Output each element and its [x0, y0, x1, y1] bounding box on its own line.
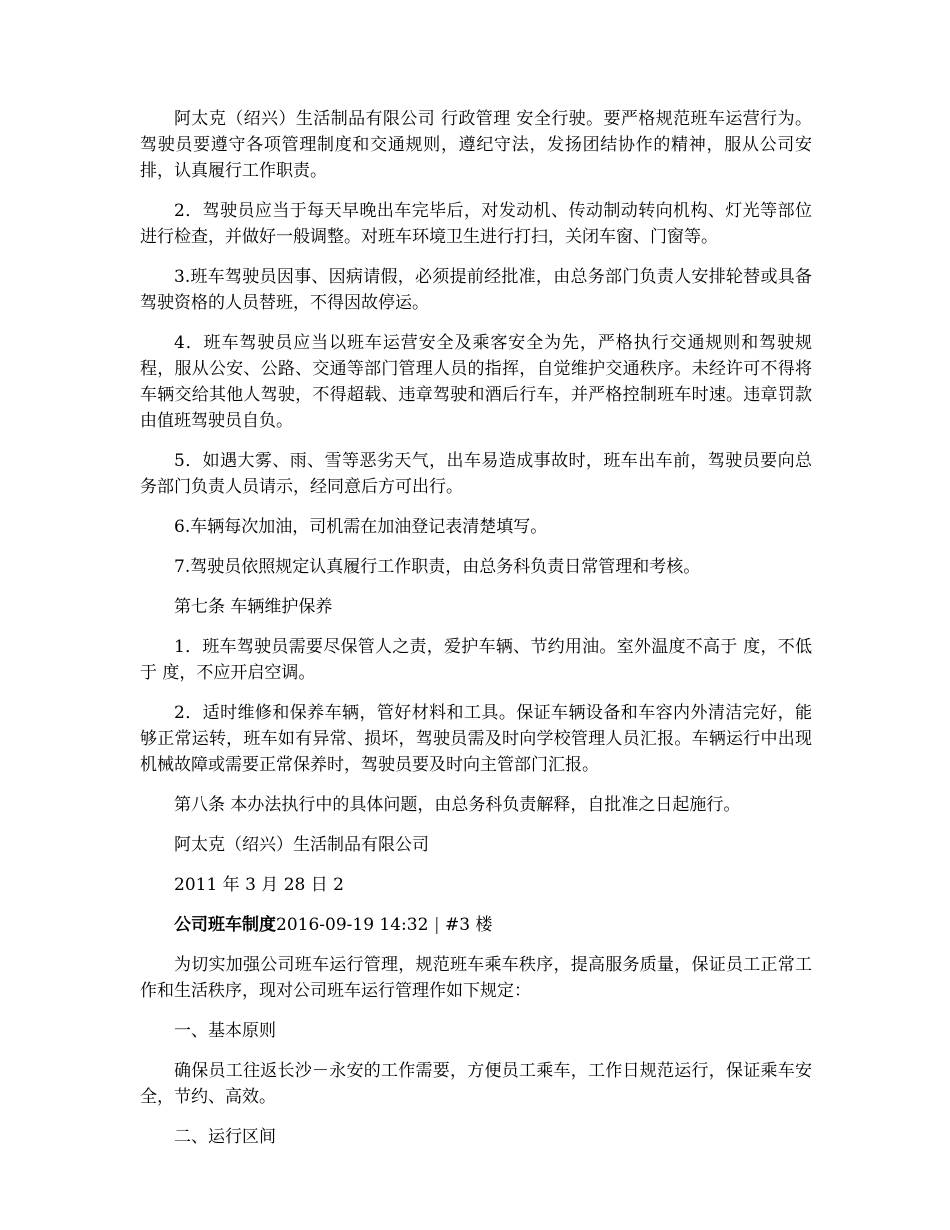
paragraph-basic-principles: 确保员工往返长沙－永安的工作需要，方便员工乘车，工作日规范运行，保证乘车安全，节约、高效。: [140, 1061, 812, 1107]
document-date: 2011 年 3 月 28 日 2: [174, 875, 344, 895]
paragraph-rule-6: 6.车辆每次加油，司机需在加油登记表清楚填写。: [174, 517, 548, 537]
paragraph-maintenance-2: 2．适时维修和保养车辆，管好材料和工具。保证车辆设备和车容内外清洁完好，能够正常运转，班车如有异常、损坏，驾驶员需及时向学校管理人员汇报。车辆运行中出现机械故障或需要正常保养时，驾驶员要及时向主管部门汇报。: [140, 703, 812, 775]
paragraph-intro: 阿太克（绍兴）生活制品有限公司 行政管理 安全行驶。要严格规范班车运营行为。驾驶员要遵守各项管理制度和交通规则，遵纪守法，发扬团结协作的精神，服从公司安排，认真履行工作职责。: [140, 109, 812, 181]
post-title[interactable]: 公司班车制度: [174, 915, 276, 935]
post-header: [140, 912, 812, 938]
paragraph-rule-5: 5．如遇大雾、雨、雪等恶劣天气，出车易造成事故时，班车出车前，驾驶员要向总务部门负责人员请示，经同意后方可出行。: [140, 451, 812, 497]
paragraph-rule-7: 7.驾驶员依照规定认真履行工作职责，由总务科负责日常管理和考核。: [174, 557, 701, 577]
document-page: [140, 106, 812, 1164]
paragraph-rule-4: 4．班车驾驶员应当以班车运营安全及乘客安全为先，严格执行交通规则和驾驶规程，服从公安、公路、交通等部门管理人员的指挥，自觉维护交通秩序。未经许可不得将车辆交给其他人驾驶，不得超载、违章驾驶和酒后行车，并严格控制班车时速。违章罚款由值班驾驶员自负。: [140, 333, 812, 431]
section-heading-article-8: 第八条 本办法执行中的具体问题，由总务科负责解释，自批准之日起施行。: [174, 795, 741, 815]
post-separator: |: [433, 915, 440, 935]
post-floor: #3 楼: [444, 915, 493, 935]
section-heading-article-7: 第七条 车辆维护保养: [174, 597, 333, 617]
paragraph-rule-2: 2．驾驶员应当于每天早晚出车完毕后，对发动机、传动制动转向机构、灯光等部位进行检查，并做好一般调整。对班车环境卫生进行打扫，关闭车窗、门窗等。: [140, 201, 812, 247]
paragraph-post-intro: 为切实加强公司班车运行管理，规范班车乘车秩序，提高服务质量，保证员工正常工作和生活秩序，现对公司班车运行管理作如下规定：: [140, 955, 812, 1001]
post-datetime: 2016-09-19 14:32: [276, 915, 429, 935]
section-heading-basic-principles: 一、基本原则: [174, 1021, 276, 1041]
paragraph-rule-3: 3.班车驾驶员因事、因病请假，必须提前经批准，由总务部门负责人安排轮替或具备驾驶资格的人员替班，不得因故停运。: [140, 267, 812, 313]
section-heading-operation-range: 二、运行区间: [174, 1127, 276, 1147]
company-signature: 阿太克（绍兴）生活制品有限公司: [174, 835, 429, 855]
paragraph-maintenance-1: 1．班车驾驶员需要尽保管人之责，爱护车辆、节约用油。室外温度不高于 度，不低于 度，不应开启空调。: [140, 637, 812, 683]
